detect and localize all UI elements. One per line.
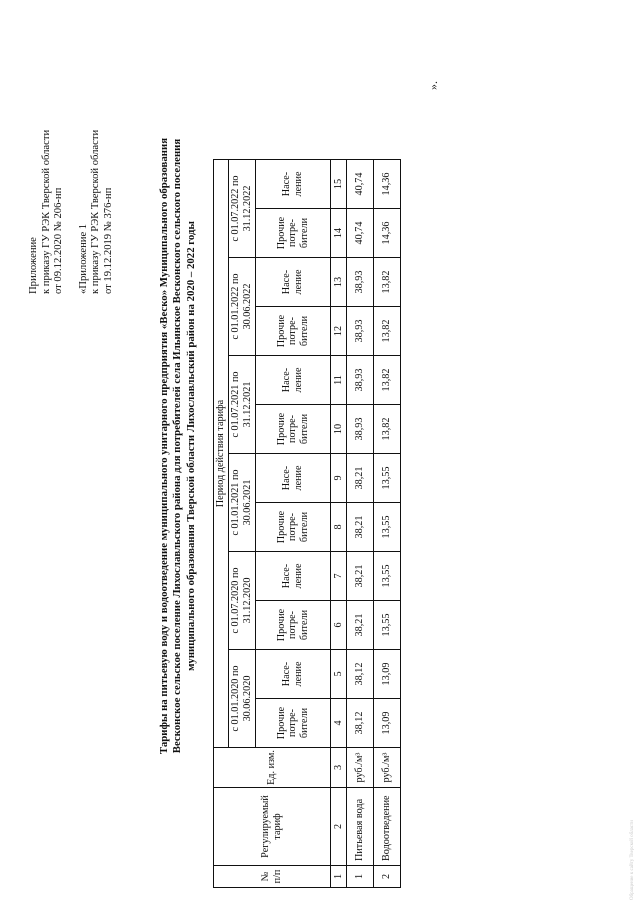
tariff-value: 13,82 xyxy=(374,405,401,454)
category-population: Насе- ление xyxy=(256,258,331,307)
category-population: Насе- ление xyxy=(256,650,331,699)
tariff-value: 38,12 xyxy=(347,699,374,748)
period-range: с 01.01.2021 по 30.06.2021 xyxy=(229,454,256,552)
table-row xyxy=(347,160,374,888)
appendix-line: Приложение xyxy=(28,237,39,294)
appendix-line: к приказу ГУ РЭК Тверской области xyxy=(90,129,101,294)
column-number: 4 xyxy=(331,699,347,748)
column-number: 13 xyxy=(331,258,347,307)
period-range: с 01.07.2020 по 31.12.2020 xyxy=(229,552,256,650)
category-population: Насе- ление xyxy=(256,454,331,503)
column-number: 15 xyxy=(331,160,347,209)
category-other: Прочие потре- бители xyxy=(256,209,331,258)
period-range: с 01.07.2022 по 31.12.2022 xyxy=(229,160,256,258)
tariff-value: 13,09 xyxy=(374,650,401,699)
category-population: Насе- ление xyxy=(256,356,331,405)
period-range: с 01.01.2022 по 30.06.2022 xyxy=(229,258,256,356)
column-number: 8 xyxy=(331,503,347,552)
tariff-value: 38,93 xyxy=(347,356,374,405)
column-number: 14 xyxy=(331,209,347,258)
column-number: 11 xyxy=(331,356,347,405)
appendix-line: «Приложение 1 xyxy=(77,223,89,294)
header-unit: Ед. изм. xyxy=(214,748,331,788)
tariff-value: 13,82 xyxy=(374,258,401,307)
column-number: 5 xyxy=(331,650,347,699)
header-number: № п/п xyxy=(214,866,331,888)
appendix-line: к приказу ГУ РЭК Тверской области xyxy=(40,129,52,294)
tariff-value: 38,21 xyxy=(347,552,374,601)
tariff-value: 40,74 xyxy=(347,209,374,258)
tariff-table xyxy=(213,159,401,888)
appendix-block xyxy=(28,34,115,294)
closing-quote: ». xyxy=(426,81,440,90)
category-other: Прочие потре- бители xyxy=(256,503,331,552)
row-number: 1 xyxy=(347,866,374,888)
category-other: Прочие потре- бители xyxy=(256,405,331,454)
tariff-unit: руб./м³ xyxy=(347,748,374,788)
column-number: 7 xyxy=(331,552,347,601)
footnote: Обращение к сайту Тверской области xyxy=(630,820,635,900)
tariff-unit: руб./м³ xyxy=(374,748,401,788)
category-other: Прочие потре- бители xyxy=(256,699,331,748)
tariff-value: 13,55 xyxy=(374,601,401,650)
category-other: Прочие потре- бители xyxy=(256,601,331,650)
tariff-value: 40,74 xyxy=(347,160,374,209)
column-number: 1 xyxy=(331,866,347,888)
tariff-value: 13,55 xyxy=(374,552,401,601)
tariff-value: 38,12 xyxy=(347,650,374,699)
column-number: 3 xyxy=(331,748,347,788)
tariff-value: 38,21 xyxy=(347,503,374,552)
table-row xyxy=(374,160,401,888)
tariff-value: 13,09 xyxy=(374,699,401,748)
tariff-value: 13,55 xyxy=(374,503,401,552)
tariff-value: 38,93 xyxy=(347,405,374,454)
column-number: 12 xyxy=(331,307,347,356)
tariff-value: 14,36 xyxy=(374,209,401,258)
tariff-value: 38,93 xyxy=(347,307,374,356)
category-population: Насе- ление xyxy=(256,552,331,601)
appendix-line: от 09.12.2020 № 206-нп xyxy=(53,187,64,294)
column-number: 6 xyxy=(331,601,347,650)
tariff-value: 38,93 xyxy=(347,258,374,307)
tariff-value: 13,55 xyxy=(374,454,401,503)
title-line: Тарифы на питьевую воду и водоотведение муниципального унитарного предприятия «Веско» Муниципального образования xyxy=(158,137,170,755)
column-number: 9 xyxy=(331,454,347,503)
category-population: Насе- ление xyxy=(256,160,331,209)
tariff-value: 14,36 xyxy=(374,160,401,209)
tariff-value: 38,21 xyxy=(347,601,374,650)
title-line: Весконское сельское поселение Лихославльского района для потребителей села Ильинское Весконского сельского поселения xyxy=(171,138,184,754)
row-number: 2 xyxy=(374,866,401,888)
header-period: Период действия тарифа xyxy=(214,160,229,748)
tariff-name: Питьевая вода xyxy=(347,788,374,866)
period-range: с 01.01.2020 по 30.06.2020 xyxy=(229,650,256,748)
column-number: 10 xyxy=(331,405,347,454)
tariff-name: Водоотведение xyxy=(374,788,401,866)
document-title xyxy=(158,28,198,864)
column-number: 2 xyxy=(331,788,347,866)
tariff-value: 38,21 xyxy=(347,454,374,503)
category-other: Прочие потре- бители xyxy=(256,307,331,356)
appendix-line: от 19.12.2019 № 376-нп xyxy=(102,187,114,294)
period-range: с 01.07.2021 по 31.12.2021 xyxy=(229,356,256,454)
tariff-value: 13,82 xyxy=(374,307,401,356)
tariff-value: 13,82 xyxy=(374,356,401,405)
header-tariff: Регулируемый тариф xyxy=(214,788,331,866)
title-line: муниципального образования Тверской области Лихославльский район на 2020 – 2022 годы xyxy=(184,221,197,671)
